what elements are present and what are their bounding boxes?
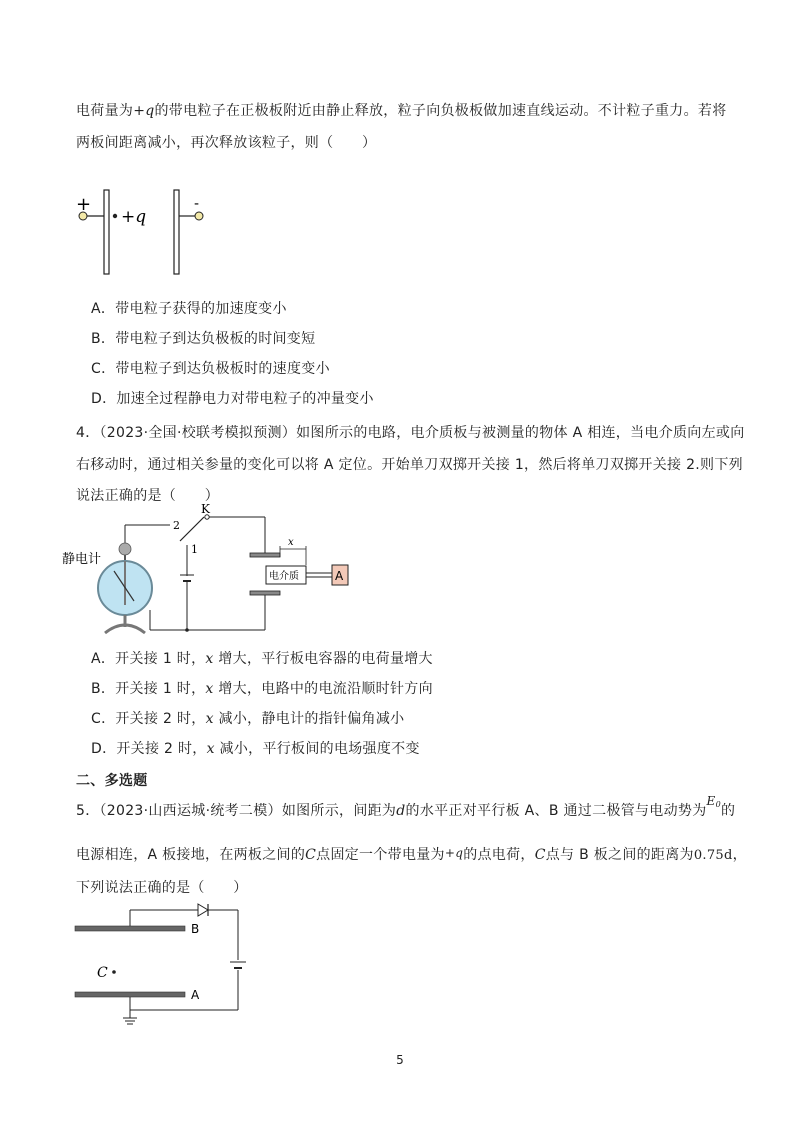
q5-var-c: C bbox=[305, 847, 317, 863]
q4-opt-var: x bbox=[206, 741, 215, 757]
q4-opt-text: 减小，静电计的指针偏角减小 bbox=[213, 711, 405, 727]
q3-stem-line1 bbox=[76, 100, 727, 120]
point-c-label: C bbox=[97, 965, 108, 981]
switch-pos-2: 2 bbox=[173, 519, 180, 532]
q4-option-b bbox=[91, 678, 433, 698]
positive-plate bbox=[104, 190, 109, 274]
dielectric-label: 电介质 bbox=[269, 571, 299, 582]
capacitor-top-plate bbox=[250, 553, 280, 557]
q4-opt-text: B．开关接 1 时， bbox=[91, 681, 206, 697]
q3-option-c: C．带电粒子到达负极板时的速度变小 bbox=[91, 361, 330, 377]
q4-stem-line1: 4．（2023·全国·校联考模拟预测）如图所示的电路，电介质板与被测量的物体 A 相连，当电介质向左或向 bbox=[76, 425, 745, 441]
x-label: x bbox=[288, 537, 294, 548]
q3-capacitor-figure bbox=[70, 190, 220, 280]
q4-opt-text: 减小，平行板间的电场强度不变 bbox=[214, 741, 420, 757]
page-number: 5 bbox=[396, 1053, 404, 1067]
q4-option-a bbox=[91, 648, 433, 668]
q4-option-d bbox=[91, 738, 420, 758]
q4-stem-line3: 说法正确的是（ ） bbox=[76, 488, 219, 504]
q5-text: 点固定一个带电量为 bbox=[316, 847, 445, 863]
q5-text: 的点电荷， bbox=[463, 847, 535, 863]
q4-opt-text: D．开关接 2 时， bbox=[91, 741, 207, 757]
q5-text: 点与 B 板之间的距离为 bbox=[545, 847, 694, 863]
negative-terminal bbox=[195, 212, 203, 220]
q4-circuit-figure bbox=[62, 502, 360, 640]
q4-option-c bbox=[91, 708, 404, 728]
q3-stem-line2: 两板间距离减小，再次释放该粒子，则（ ） bbox=[76, 135, 377, 151]
charge-dot bbox=[113, 214, 117, 218]
minus-sign: - bbox=[194, 196, 200, 212]
q5-circuit-figure bbox=[70, 900, 260, 1030]
q4-opt-text: C．开关接 2 时， bbox=[91, 711, 206, 727]
q3-charge-symbol: +q bbox=[133, 103, 155, 119]
plate-a bbox=[75, 992, 185, 997]
q5-stem-line1 bbox=[76, 794, 736, 820]
q4-opt-text: 增大，平行板电容器的电荷量增大 bbox=[213, 651, 433, 667]
q3-text: 电荷量为 bbox=[76, 103, 134, 119]
electrometer-stand bbox=[105, 625, 145, 633]
q5-text: 的水平正对平行板 A、B 通过二极管与电动势为 bbox=[405, 803, 707, 819]
q5-emf-symbol: E bbox=[706, 794, 716, 808]
q3-text: 的带电粒子在正极板附近由静止释放，粒子向负极板做加速直线运动。不计粒子重力。若将 bbox=[154, 103, 727, 119]
q4-stem-line2: 右移动时，通过相关参量的变化可以将 A 定位。开始单刀双掷开关接 1，然后将单刀双掷开关接 2.则下列 bbox=[76, 457, 743, 473]
q5-stem-line3: 下列说法正确的是（ ） bbox=[76, 880, 248, 896]
q5-var-c: C bbox=[534, 847, 546, 863]
plate-b bbox=[75, 926, 185, 931]
q4-opt-var: x bbox=[205, 681, 214, 697]
q4-opt-text: 增大，电路中的电流沿顺时针方向 bbox=[213, 681, 433, 697]
q5-emf-subscript: 0 bbox=[715, 800, 721, 809]
q5-distance-value: 0.75d bbox=[693, 848, 733, 863]
q5-text: 电源相连，A 板接地，在两板之间的 bbox=[76, 847, 306, 863]
switch-pos-1: 1 bbox=[191, 543, 198, 556]
q5-emf bbox=[707, 794, 721, 808]
q5-var-d: d bbox=[396, 803, 406, 819]
capacitor-bottom-plate bbox=[250, 591, 280, 595]
electrometer-knob bbox=[119, 543, 131, 555]
object-a-label: A bbox=[335, 569, 344, 583]
q4-opt-var: x bbox=[205, 711, 214, 727]
charge-label: +q bbox=[121, 207, 147, 227]
plate-b-label: B bbox=[191, 922, 200, 936]
q3-option-d: D．加速全过程静电力对带电粒子的冲量变小 bbox=[91, 391, 374, 407]
q5-text: ， bbox=[732, 847, 747, 863]
point-c-dot bbox=[112, 970, 116, 974]
q4-opt-text: A．开关接 1 时， bbox=[91, 651, 206, 667]
plus-sign: + bbox=[76, 194, 92, 215]
q5-stem-line2 bbox=[76, 844, 747, 864]
q3-option-b: B．带电粒子到达负极板的时间变短 bbox=[91, 331, 316, 347]
negative-plate bbox=[174, 190, 179, 274]
plate-a-label: A bbox=[191, 988, 200, 1002]
diode-triangle bbox=[198, 904, 208, 916]
q5-distance bbox=[694, 848, 733, 863]
switch-label: K bbox=[201, 502, 210, 516]
electrometer-label: 静电计 bbox=[62, 552, 102, 567]
q3-option-a: A．带电粒子获得的加速度变小 bbox=[91, 301, 287, 317]
q5-charge: +q bbox=[444, 846, 464, 860]
section-heading: 二、多选题 bbox=[76, 773, 148, 789]
q5-text: 的 bbox=[720, 803, 736, 819]
q5-text: 5．（2023·山西运城·统考二模）如图所示，间距为 bbox=[76, 803, 397, 819]
q4-opt-var: x bbox=[205, 651, 214, 667]
switch-blade bbox=[180, 517, 204, 541]
